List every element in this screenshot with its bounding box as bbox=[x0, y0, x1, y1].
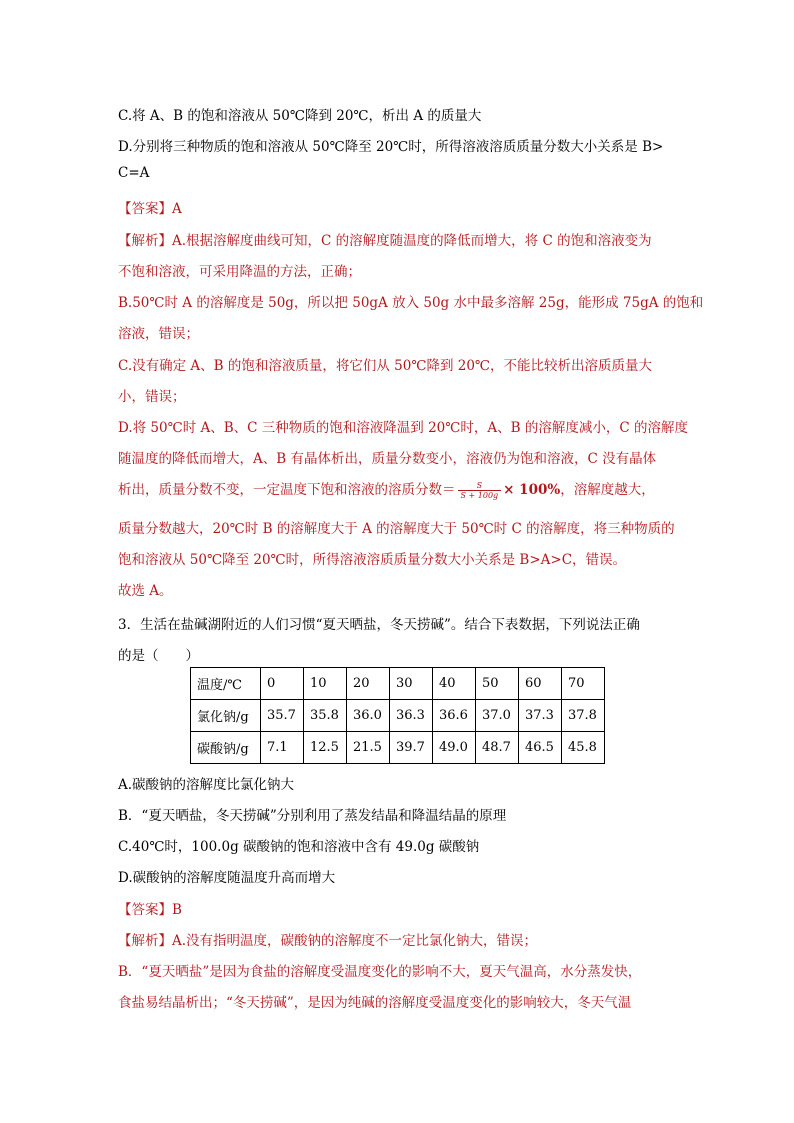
table-cell: 37.8 bbox=[562, 700, 605, 732]
explanation-1-d2: 随温度的降低而增大，A、B 有晶体析出，质量分数变小，溶液仍为饱和溶液，C 没有晶体 bbox=[118, 451, 657, 467]
explanation-1-b2: 溶液，错误； bbox=[118, 326, 199, 342]
explanation-label: 【解析】 bbox=[118, 233, 172, 249]
table-cell: 36.6 bbox=[433, 700, 476, 732]
question-3-option-c: C.40℃时，100.0g 碳酸钠的饱和溶液中含有 49.0g 碳酸钠 bbox=[118, 839, 480, 855]
table-cell: 60 bbox=[519, 668, 562, 700]
option-d-line2: C=A bbox=[118, 165, 150, 181]
explanation-1-c2: 小，错误； bbox=[118, 389, 186, 405]
explanation-2-b2: 食盐易结晶析出；“冬天捞碱”，是因为纯碱的溶解度受温度变化的影响较大，冬天气温 bbox=[118, 995, 632, 1011]
explanation-1-d5: 饱和溶液从 50℃降至 20℃时，所得溶液溶质质量分数大小关系是 B>A>C，错误。 bbox=[118, 552, 627, 568]
explanation-1-a1 bbox=[118, 229, 652, 249]
answer-1 bbox=[118, 197, 182, 217]
table-cell: 30 bbox=[390, 668, 433, 700]
table-row bbox=[191, 700, 605, 732]
solubility-table bbox=[190, 667, 605, 764]
fraction-numerator: S bbox=[458, 481, 502, 491]
table-cell: 温度/℃ bbox=[191, 668, 261, 700]
table-cell: 7.1 bbox=[261, 732, 304, 764]
option-c: C.将 A、B 的饱和溶液从 50℃降到 20℃，析出 A 的质量大 bbox=[118, 108, 482, 124]
answer-label: 【答案】 bbox=[118, 902, 172, 918]
table-cell: 48.7 bbox=[476, 732, 519, 764]
fraction-formula bbox=[458, 481, 502, 500]
explanation-2-a bbox=[118, 929, 537, 949]
question-3-line2: 的是（ ） bbox=[118, 648, 199, 664]
table-cell: 40 bbox=[433, 668, 476, 700]
table-cell: 35.8 bbox=[304, 700, 347, 732]
table-cell: 50 bbox=[476, 668, 519, 700]
explanation-1-end: 故选 A。 bbox=[118, 583, 173, 599]
explanation-1-d4: 质量分数越大，20℃时 B 的溶解度大于 A 的溶解度大于 50℃时 C 的溶解度，将三种物质的 bbox=[118, 521, 675, 537]
table-cell: 10 bbox=[304, 668, 347, 700]
explanation-1-d3 bbox=[118, 478, 655, 500]
explanation-1-b1: B.50℃时 A 的溶解度是 50g，所以把 50gA 放入 50g 水中最多溶解 25g，能形成 75gA 的饱和 bbox=[118, 295, 704, 311]
question-3-line1: 3．生活在盐碱湖附近的人们习惯“夏天晒盐，冬天捞碱”。结合下表数据，下列说法正确 bbox=[118, 617, 640, 633]
explanation-2-b1: B．“夏天晒盐”是因为食盐的溶解度受温度变化的影响不大，夏天气温高，水分蒸发快， bbox=[118, 964, 642, 980]
answer-label: 【答案】 bbox=[118, 201, 172, 217]
table-cell: 21.5 bbox=[347, 732, 390, 764]
formula-suffix: ，溶解度越大， bbox=[560, 482, 655, 498]
table-header-row bbox=[191, 668, 605, 700]
fraction-denominator: S + 100g bbox=[460, 491, 499, 500]
answer-value: A bbox=[172, 201, 182, 217]
table-cell: 碳酸钠/g bbox=[191, 732, 261, 764]
table-row bbox=[191, 732, 605, 764]
formula-prefix: 析出，质量分数不变，一定温度下饱和溶液的溶质分数＝ bbox=[118, 482, 456, 498]
table-cell: 70 bbox=[562, 668, 605, 700]
answer-2 bbox=[118, 898, 182, 918]
table-cell: 37.3 bbox=[519, 700, 562, 732]
table-cell: 36.0 bbox=[347, 700, 390, 732]
table-cell: 20 bbox=[347, 668, 390, 700]
explanation-1-d1: D.将 50℃时 A、B、C 三种物质的饱和溶液降温到 20℃时，A、B 的溶解度减小，C 的溶解度 bbox=[118, 420, 688, 436]
question-3-option-b: B．“夏天晒盐，冬天捞碱”分别利用了蒸发结晶和降温结晶的原理 bbox=[118, 808, 507, 824]
table-cell: 12.5 bbox=[304, 732, 347, 764]
explanation-label: 【解析】 bbox=[118, 933, 172, 949]
table-cell: 0 bbox=[261, 668, 304, 700]
table-cell: 39.7 bbox=[390, 732, 433, 764]
question-3-option-a: A.碳酸钠的溶解度比氯化钠大 bbox=[118, 777, 295, 793]
table-cell: 36.3 bbox=[390, 700, 433, 732]
explanation-1-c1: C.没有确定 A、B 的饱和溶液质量，将它们从 50℃降到 20℃，不能比较析出溶质质量大 bbox=[118, 358, 653, 374]
table-cell: 37.0 bbox=[476, 700, 519, 732]
formula-percent: × 100% bbox=[503, 482, 561, 498]
table-cell: 46.5 bbox=[519, 732, 562, 764]
table-cell: 35.7 bbox=[261, 700, 304, 732]
table-cell: 氯化钠/g bbox=[191, 700, 261, 732]
explanation-1-a2: 不饱和溶液，可采用降温的方法，正确； bbox=[118, 264, 361, 280]
table-cell: 49.0 bbox=[433, 732, 476, 764]
question-3-option-d: D.碳酸钠的溶解度随温度升高而增大 bbox=[118, 870, 336, 886]
answer-value: B bbox=[172, 902, 182, 918]
explanation-text: A.没有指明温度，碳酸钠的溶解度不一定比氯化钠大，错误； bbox=[172, 933, 538, 949]
table-cell: 45.8 bbox=[562, 732, 605, 764]
explanation-text: A.根据溶解度曲线可知，C 的溶解度随温度的降低而增大，将 C 的饱和溶液变为 bbox=[172, 233, 652, 249]
option-d-line1: D.分别将三种物质的饱和溶液从 50℃降至 20℃时，所得溶液溶质质量分数大小关系是 B> bbox=[118, 139, 664, 155]
